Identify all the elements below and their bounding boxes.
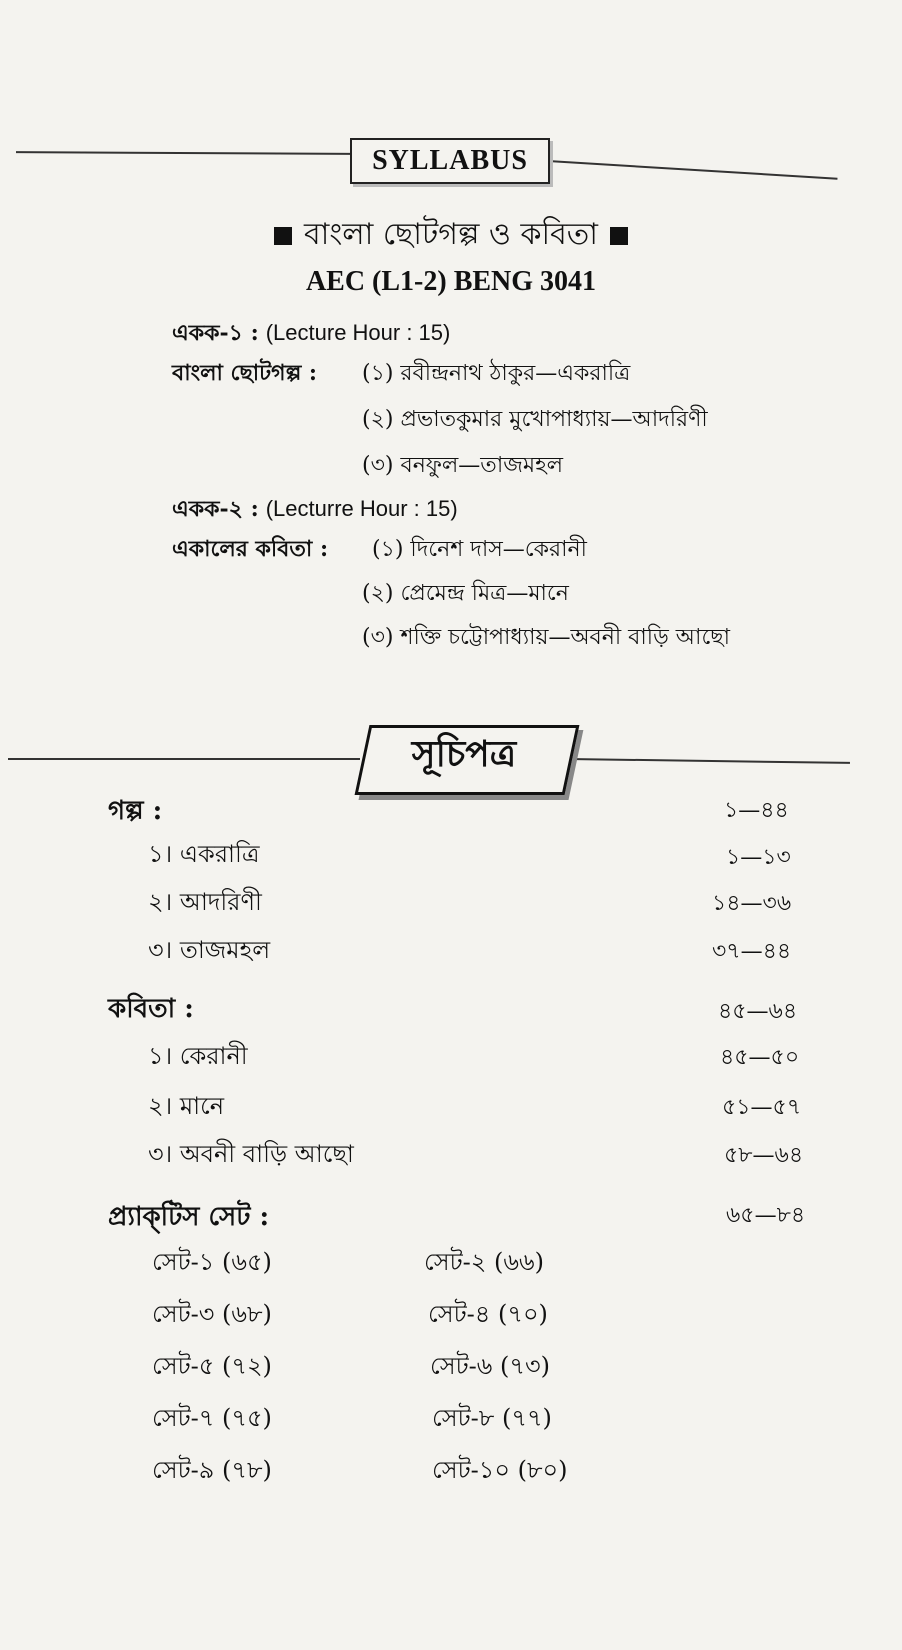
toc-section-pages: ৪৫—৬৪ bbox=[718, 999, 798, 1024]
unit-1-item: (১) রবীন্দ্রনাথ ঠাকুর—একরাত্রি bbox=[362, 361, 631, 386]
unit-2-item: (২) প্রেমেন্দ্র মিত্র—মানে bbox=[362, 581, 569, 606]
practice-set: সেট-৭ (৭৫) bbox=[152, 1404, 272, 1432]
toc-entry: ১। কেরানী bbox=[148, 1042, 248, 1070]
course-code: AEC (L1-2) BENG 3041 bbox=[305, 266, 597, 297]
toc-entry: ২। আদরিণী bbox=[148, 888, 262, 916]
syllabus-subtitle bbox=[0, 210, 902, 261]
subtitle-text: বাংলা ছোটগল্প ও কবিতা bbox=[303, 217, 598, 252]
unit-1-item: (৩) বনফুল—তাজমহল bbox=[362, 453, 564, 478]
toc-entry: ৩। তাজমহল bbox=[148, 936, 271, 964]
index-rule-right bbox=[568, 758, 850, 763]
square-bullet-icon bbox=[274, 227, 292, 245]
practice-set: সেট-৬ (৭৩) bbox=[430, 1352, 550, 1380]
syllabus-heading: SYLLABUS bbox=[350, 138, 550, 184]
unit-2-section: একালের কবিতা : bbox=[172, 536, 329, 562]
practice-set: সেট-৫ (৭২) bbox=[152, 1352, 272, 1380]
toc-entry: ৩। অবনী বাড়ি আছো bbox=[148, 1140, 354, 1168]
syllabus-rule-left bbox=[16, 151, 350, 154]
toc-entry-pages: ৩৭—৪৪ bbox=[712, 939, 792, 964]
practice-set: সেট-৮ (৭৭) bbox=[432, 1404, 552, 1432]
unit-2-item: (৩) শক্তি চট্টোপাধ্যায়—অবনী বাড়ি আছো bbox=[362, 625, 731, 650]
toc-entry-pages: ১—১৩ bbox=[726, 845, 791, 870]
index-rule-left bbox=[8, 758, 360, 760]
unit-1-hours: (Lecture Hour : 15) bbox=[265, 320, 451, 345]
square-bullet-icon bbox=[610, 227, 628, 245]
toc-entry-pages: ১৪—৩৬ bbox=[712, 891, 792, 916]
toc-section-pages: ১—৪৪ bbox=[724, 798, 789, 823]
unit-1-header bbox=[172, 316, 450, 353]
unit-1-item: (২) প্রভাতকুমার মুখোপাধ্যায়—আদরিণী bbox=[362, 407, 708, 432]
unit-1-section: বাংলা ছোটগল্প : bbox=[172, 360, 318, 386]
practice-set: সেট-৩ (৬৮) bbox=[152, 1300, 272, 1328]
practice-heading: প্র্যাক্‌টিস সেট : bbox=[108, 1202, 270, 1232]
toc-entry-pages: ৪৫—৫০ bbox=[720, 1045, 800, 1070]
syllabus-rule-right bbox=[548, 160, 838, 179]
unit-2-header bbox=[172, 492, 458, 529]
toc-entry-pages: ৫৮—৬৪ bbox=[724, 1143, 804, 1168]
practice-set: সেট-১ (৬৫) bbox=[152, 1248, 272, 1276]
practice-set: সেট-১০ (৮০) bbox=[432, 1456, 568, 1484]
toc-section-heading: গল্প : bbox=[108, 796, 163, 826]
unit-1-label: একক-১ : bbox=[172, 320, 259, 346]
practice-pages: ৬৫—৮৪ bbox=[726, 1203, 806, 1228]
practice-set: সেট-৯ (৭৮) bbox=[152, 1456, 272, 1484]
toc-section-heading: কবিতা : bbox=[108, 994, 194, 1024]
unit-2-label: একক-২ : bbox=[172, 496, 259, 522]
toc-entry-pages: ৫১—৫৭ bbox=[722, 1095, 802, 1120]
unit-2-item: (১) দিনেশ দাস—কেরানী bbox=[372, 537, 587, 562]
practice-set: সেট-৪ (৭০) bbox=[428, 1300, 548, 1328]
index-title: সূচিপত্র bbox=[411, 733, 517, 775]
toc-entry: ১। একরাত্রি bbox=[148, 840, 260, 868]
toc-entry: ২। মানে bbox=[148, 1092, 225, 1120]
unit-2-hours: (Lecturre Hour : 15) bbox=[265, 496, 458, 521]
practice-set: সেট-২ (৬৬) bbox=[424, 1248, 544, 1276]
